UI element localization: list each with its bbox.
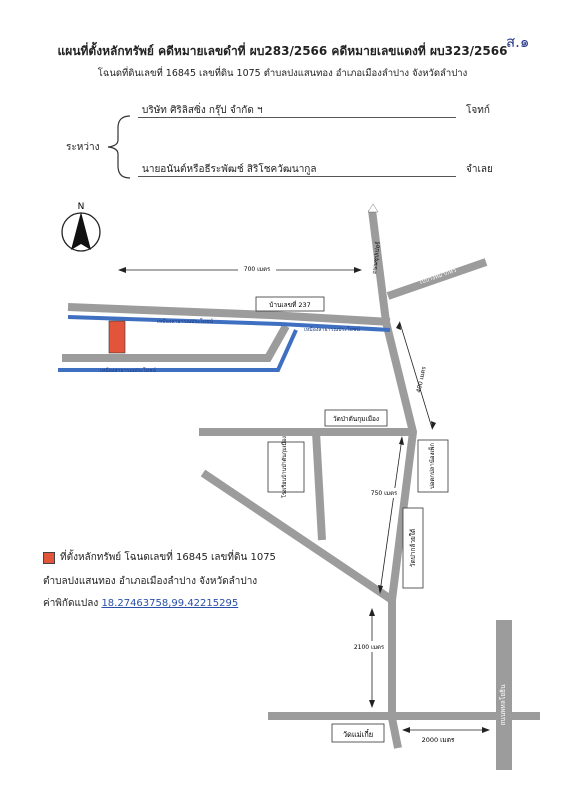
temple-maekia-label: วัดแม่เกี๋ย	[342, 730, 374, 739]
school-label: โรงเรียนบ้านป่าตันกุมเมือง	[282, 436, 288, 498]
distance-2000-marker	[402, 727, 490, 744]
road-school-vertical	[316, 432, 322, 540]
distance-700-marker	[118, 263, 362, 274]
canal-lower	[58, 330, 296, 370]
distance-2000-label: 2000 เมตร	[421, 736, 455, 744]
page-mark: ส.๑	[506, 33, 530, 51]
road-vertical-lower	[392, 718, 398, 748]
page-title: แผนที่ตั้งหลักทรัพย์ คดีหมายเลขดำที่ ผบ283/2566 คดีหมายเลขแดงที่ ผบ323/2566	[57, 44, 508, 58]
road-top-vertical-label: ถนนซุปเปอร์	[371, 241, 382, 275]
road-top-right-label: ไปปางหมากหัว	[417, 266, 458, 287]
defendant-role: จำเลย	[466, 164, 493, 175]
between-label: ระหว่าง	[66, 142, 100, 153]
distance-700-label: 700 เมตร	[243, 266, 271, 273]
plaintiff-role: โจทก์	[466, 105, 490, 116]
coord-link[interactable]: 18.27463758,99.42215295	[101, 598, 239, 609]
canal-label-1: เหมืองสาธารณประโยชน์	[157, 319, 213, 325]
distance-2100-label: 2100 เมตร	[353, 644, 385, 651]
canal-label-2: เหมืองสาธารณประโยชน์	[304, 327, 360, 333]
road-phaholyothin-label: ถนนพหลโยธิน	[499, 684, 507, 726]
road-second-left	[62, 326, 286, 358]
temple-pakuay-label: วัดปากล้วยใต้	[409, 528, 417, 568]
house-237-label: บ้านเลขที่ 237	[269, 301, 311, 309]
fish-pond-label: บ่อตกปลาน้องเพ็ก	[429, 442, 436, 490]
defendant-name: นายอนันต์หรือธีระพัฒช์ สิริโชควัฒนากูล	[142, 164, 317, 175]
legend-line2: ตำบลปงแสนทอง อำเภอเมืองลำปาง จังหวัดลำปาง	[43, 576, 258, 587]
page-subtitle: โฉนดที่ดินเลขที่ 16845 เลขที่ดิน 1075 ตำบลปงแสนทอง อำเภอเมืองลำปาง จังหวัดลำปาง	[97, 68, 468, 79]
temple-pakan-label: วัดป่าตันกุมเมือง	[332, 415, 380, 423]
north-arrow-icon	[62, 202, 100, 251]
canal-label-3: เหมืองสาธารณประโยชน์	[100, 368, 156, 374]
distance-750-label: 750 เมตร	[370, 490, 398, 497]
distance-2100-marker	[350, 608, 388, 708]
legend-line1: ที่ตั้งหลักทรัพย์ โฉนดเลขที่ 16845 เลขที่ดิน 1075	[60, 552, 276, 563]
legend-swatch	[43, 552, 55, 564]
property-plot	[109, 321, 125, 353]
legend-coordinates	[43, 596, 238, 611]
plaintiff-name: บริษัท ศิริลิสซิ่ง กรุ๊ป จำกัด ฯ	[142, 105, 263, 116]
north-label: N	[77, 202, 85, 212]
distance-400-label: 400 เมตร	[415, 366, 428, 394]
coord-label: ค่าพิกัดแปลง	[43, 598, 99, 609]
